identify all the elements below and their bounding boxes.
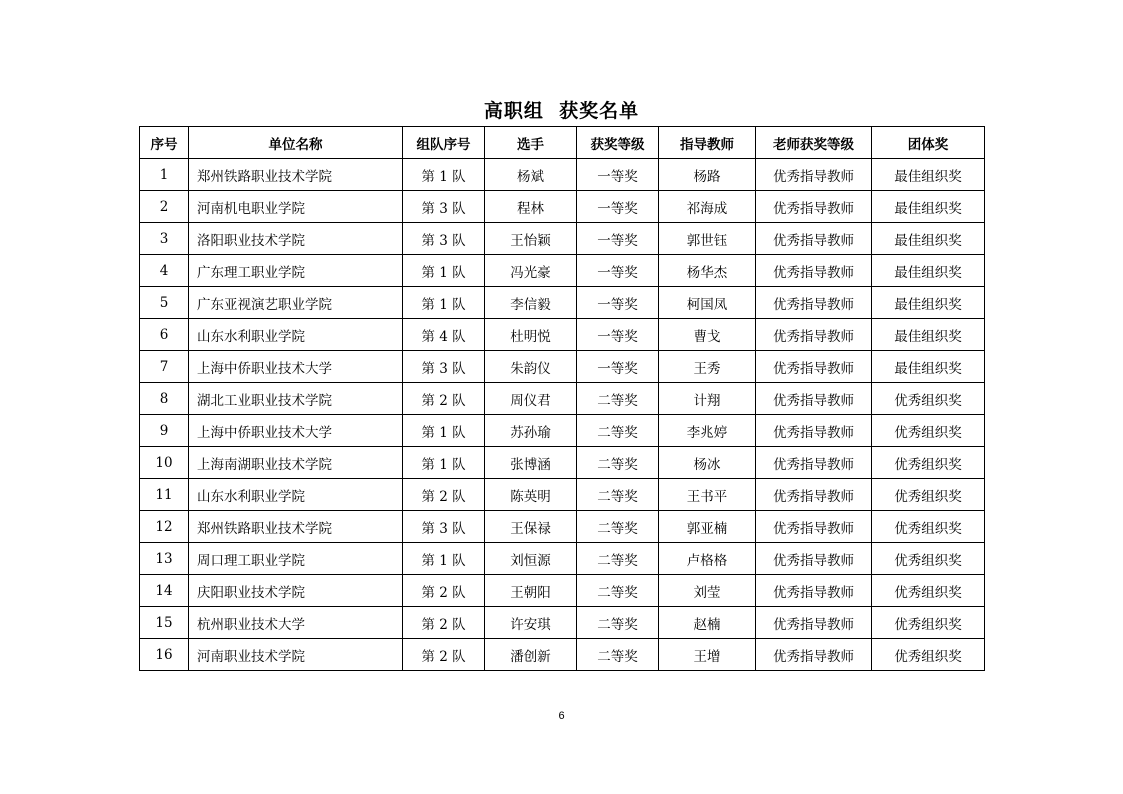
cell-unit: 广东亚视演艺职业学院 bbox=[189, 287, 403, 319]
cell-index: 6 bbox=[140, 319, 189, 351]
cell-teacher: 祁海成 bbox=[659, 191, 756, 223]
cell-teacher: 杨华杰 bbox=[659, 255, 756, 287]
cell-award: 一等奖 bbox=[577, 223, 659, 255]
cell-team: 第 3 队 bbox=[403, 191, 485, 223]
table-row bbox=[140, 383, 985, 415]
cell-player: 朱韵仪 bbox=[485, 351, 577, 383]
cell-teacher: 刘莹 bbox=[659, 575, 756, 607]
cell-index: 4 bbox=[140, 255, 189, 287]
cell-teacher-award: 优秀指导教师 bbox=[756, 159, 872, 191]
cell-teacher-award: 优秀指导教师 bbox=[756, 383, 872, 415]
cell-player: 杨斌 bbox=[485, 159, 577, 191]
cell-index: 3 bbox=[140, 223, 189, 255]
table-row bbox=[140, 511, 985, 543]
cell-player: 刘恒源 bbox=[485, 543, 577, 575]
cell-teacher: 计翔 bbox=[659, 383, 756, 415]
cell-team: 第 1 队 bbox=[403, 287, 485, 319]
cell-player: 王怡颖 bbox=[485, 223, 577, 255]
cell-index: 9 bbox=[140, 415, 189, 447]
cell-group-award: 优秀组织奖 bbox=[872, 543, 985, 575]
cell-teacher-award: 优秀指导教师 bbox=[756, 287, 872, 319]
table-header-row bbox=[140, 127, 985, 159]
cell-team: 第 2 队 bbox=[403, 607, 485, 639]
cell-teacher-award: 优秀指导教师 bbox=[756, 351, 872, 383]
cell-teacher: 郭亚楠 bbox=[659, 511, 756, 543]
cell-teacher-award: 优秀指导教师 bbox=[756, 575, 872, 607]
cell-teacher-award: 优秀指导教师 bbox=[756, 255, 872, 287]
cell-teacher: 李兆婷 bbox=[659, 415, 756, 447]
cell-unit: 河南职业技术学院 bbox=[189, 639, 403, 671]
cell-unit: 周口理工职业学院 bbox=[189, 543, 403, 575]
cell-group-award: 优秀组织奖 bbox=[872, 575, 985, 607]
cell-teacher: 杨冰 bbox=[659, 447, 756, 479]
cell-index: 2 bbox=[140, 191, 189, 223]
cell-teacher-award: 优秀指导教师 bbox=[756, 511, 872, 543]
cell-index: 10 bbox=[140, 447, 189, 479]
cell-index: 1 bbox=[140, 159, 189, 191]
cell-award: 一等奖 bbox=[577, 319, 659, 351]
cell-team: 第 3 队 bbox=[403, 511, 485, 543]
cell-team: 第 1 队 bbox=[403, 447, 485, 479]
cell-award: 一等奖 bbox=[577, 351, 659, 383]
cell-teacher-award: 优秀指导教师 bbox=[756, 191, 872, 223]
cell-player: 王保禄 bbox=[485, 511, 577, 543]
table-row bbox=[140, 223, 985, 255]
cell-team: 第 2 队 bbox=[403, 639, 485, 671]
cell-award: 二等奖 bbox=[577, 543, 659, 575]
cell-team: 第 2 队 bbox=[403, 575, 485, 607]
cell-unit: 上海中侨职业技术大学 bbox=[189, 351, 403, 383]
column-header-teacher: 指导教师 bbox=[659, 127, 756, 159]
cell-player: 陈英明 bbox=[485, 479, 577, 511]
cell-award: 二等奖 bbox=[577, 383, 659, 415]
cell-team: 第 1 队 bbox=[403, 159, 485, 191]
cell-index: 12 bbox=[140, 511, 189, 543]
page-title: 高职组 获奖名单 bbox=[483, 100, 640, 122]
cell-team: 第 2 队 bbox=[403, 479, 485, 511]
table-row bbox=[140, 191, 985, 223]
cell-teacher: 王增 bbox=[659, 639, 756, 671]
cell-teacher-award: 优秀指导教师 bbox=[756, 319, 872, 351]
cell-team: 第 4 队 bbox=[403, 319, 485, 351]
cell-award: 一等奖 bbox=[577, 159, 659, 191]
cell-group-award: 最佳组织奖 bbox=[872, 223, 985, 255]
awards-table bbox=[139, 126, 985, 671]
cell-teacher-award: 优秀指导教师 bbox=[756, 223, 872, 255]
cell-unit: 河南机电职业学院 bbox=[189, 191, 403, 223]
cell-group-award: 优秀组织奖 bbox=[872, 447, 985, 479]
table-row bbox=[140, 351, 985, 383]
table-row bbox=[140, 543, 985, 575]
table-row bbox=[140, 607, 985, 639]
cell-team: 第 1 队 bbox=[403, 543, 485, 575]
table-body bbox=[140, 159, 985, 671]
cell-index: 15 bbox=[140, 607, 189, 639]
cell-unit: 郑州铁路职业技术学院 bbox=[189, 159, 403, 191]
cell-index: 16 bbox=[140, 639, 189, 671]
cell-player: 李信毅 bbox=[485, 287, 577, 319]
cell-group-award: 最佳组织奖 bbox=[872, 287, 985, 319]
cell-teacher: 王秀 bbox=[659, 351, 756, 383]
cell-award: 二等奖 bbox=[577, 447, 659, 479]
column-header-award: 获奖等级 bbox=[577, 127, 659, 159]
cell-group-award: 最佳组织奖 bbox=[872, 351, 985, 383]
page-number: 6 bbox=[558, 710, 565, 722]
cell-group-award: 最佳组织奖 bbox=[872, 191, 985, 223]
table-row bbox=[140, 415, 985, 447]
cell-teacher: 曹戈 bbox=[659, 319, 756, 351]
cell-teacher: 柯国凤 bbox=[659, 287, 756, 319]
cell-group-award: 最佳组织奖 bbox=[872, 255, 985, 287]
cell-teacher-award: 优秀指导教师 bbox=[756, 415, 872, 447]
cell-unit: 洛阳职业技术学院 bbox=[189, 223, 403, 255]
cell-player: 王朝阳 bbox=[485, 575, 577, 607]
cell-index: 5 bbox=[140, 287, 189, 319]
cell-player: 杜明悦 bbox=[485, 319, 577, 351]
cell-team: 第 2 队 bbox=[403, 383, 485, 415]
cell-teacher-award: 优秀指导教师 bbox=[756, 639, 872, 671]
cell-index: 7 bbox=[140, 351, 189, 383]
cell-player: 苏孙瑜 bbox=[485, 415, 577, 447]
cell-index: 11 bbox=[140, 479, 189, 511]
cell-teacher: 王书平 bbox=[659, 479, 756, 511]
table-row bbox=[140, 319, 985, 351]
cell-player: 周仪君 bbox=[485, 383, 577, 415]
cell-player: 张博涵 bbox=[485, 447, 577, 479]
cell-group-award: 最佳组织奖 bbox=[872, 319, 985, 351]
cell-award: 一等奖 bbox=[577, 287, 659, 319]
cell-group-award: 优秀组织奖 bbox=[872, 607, 985, 639]
table-row bbox=[140, 447, 985, 479]
cell-teacher: 赵楠 bbox=[659, 607, 756, 639]
column-header-teacher-award: 老师获奖等级 bbox=[756, 127, 872, 159]
cell-teacher: 卢格格 bbox=[659, 543, 756, 575]
cell-team: 第 3 队 bbox=[403, 223, 485, 255]
cell-player: 潘创新 bbox=[485, 639, 577, 671]
cell-teacher-award: 优秀指导教师 bbox=[756, 543, 872, 575]
cell-group-award: 优秀组织奖 bbox=[872, 511, 985, 543]
cell-unit: 上海南湖职业技术学院 bbox=[189, 447, 403, 479]
cell-group-award: 最佳组织奖 bbox=[872, 159, 985, 191]
cell-award: 一等奖 bbox=[577, 255, 659, 287]
cell-unit: 庆阳职业技术学院 bbox=[189, 575, 403, 607]
cell-award: 二等奖 bbox=[577, 479, 659, 511]
table-row bbox=[140, 479, 985, 511]
cell-group-award: 优秀组织奖 bbox=[872, 383, 985, 415]
cell-unit: 山东水利职业学院 bbox=[189, 319, 403, 351]
cell-teacher-award: 优秀指导教师 bbox=[756, 447, 872, 479]
cell-player: 许安琪 bbox=[485, 607, 577, 639]
column-header-index: 序号 bbox=[140, 127, 189, 159]
cell-award: 二等奖 bbox=[577, 511, 659, 543]
cell-award: 二等奖 bbox=[577, 639, 659, 671]
cell-group-award: 优秀组织奖 bbox=[872, 639, 985, 671]
table-row bbox=[140, 255, 985, 287]
cell-unit: 郑州铁路职业技术学院 bbox=[189, 511, 403, 543]
table-row bbox=[140, 159, 985, 191]
cell-team: 第 3 队 bbox=[403, 351, 485, 383]
cell-group-award: 优秀组织奖 bbox=[872, 415, 985, 447]
cell-team: 第 1 队 bbox=[403, 415, 485, 447]
cell-index: 13 bbox=[140, 543, 189, 575]
cell-award: 二等奖 bbox=[577, 575, 659, 607]
cell-unit: 山东水利职业学院 bbox=[189, 479, 403, 511]
cell-award: 二等奖 bbox=[577, 607, 659, 639]
cell-player: 冯光豪 bbox=[485, 255, 577, 287]
column-header-group-award: 团体奖 bbox=[872, 127, 985, 159]
cell-unit: 杭州职业技术大学 bbox=[189, 607, 403, 639]
cell-group-award: 优秀组织奖 bbox=[872, 479, 985, 511]
cell-index: 8 bbox=[140, 383, 189, 415]
cell-unit: 湖北工业职业技术学院 bbox=[189, 383, 403, 415]
cell-teacher-award: 优秀指导教师 bbox=[756, 479, 872, 511]
table-row bbox=[140, 575, 985, 607]
column-header-player: 选手 bbox=[485, 127, 577, 159]
column-header-unit: 单位名称 bbox=[189, 127, 403, 159]
cell-award: 一等奖 bbox=[577, 191, 659, 223]
cell-teacher: 杨路 bbox=[659, 159, 756, 191]
table-row bbox=[140, 639, 985, 671]
column-header-team: 组队序号 bbox=[403, 127, 485, 159]
cell-teacher-award: 优秀指导教师 bbox=[756, 607, 872, 639]
cell-unit: 广东理工职业学院 bbox=[189, 255, 403, 287]
cell-team: 第 1 队 bbox=[403, 255, 485, 287]
cell-player: 程林 bbox=[485, 191, 577, 223]
cell-award: 二等奖 bbox=[577, 415, 659, 447]
cell-unit: 上海中侨职业技术大学 bbox=[189, 415, 403, 447]
cell-index: 14 bbox=[140, 575, 189, 607]
cell-teacher: 郭世钰 bbox=[659, 223, 756, 255]
table-row bbox=[140, 287, 985, 319]
